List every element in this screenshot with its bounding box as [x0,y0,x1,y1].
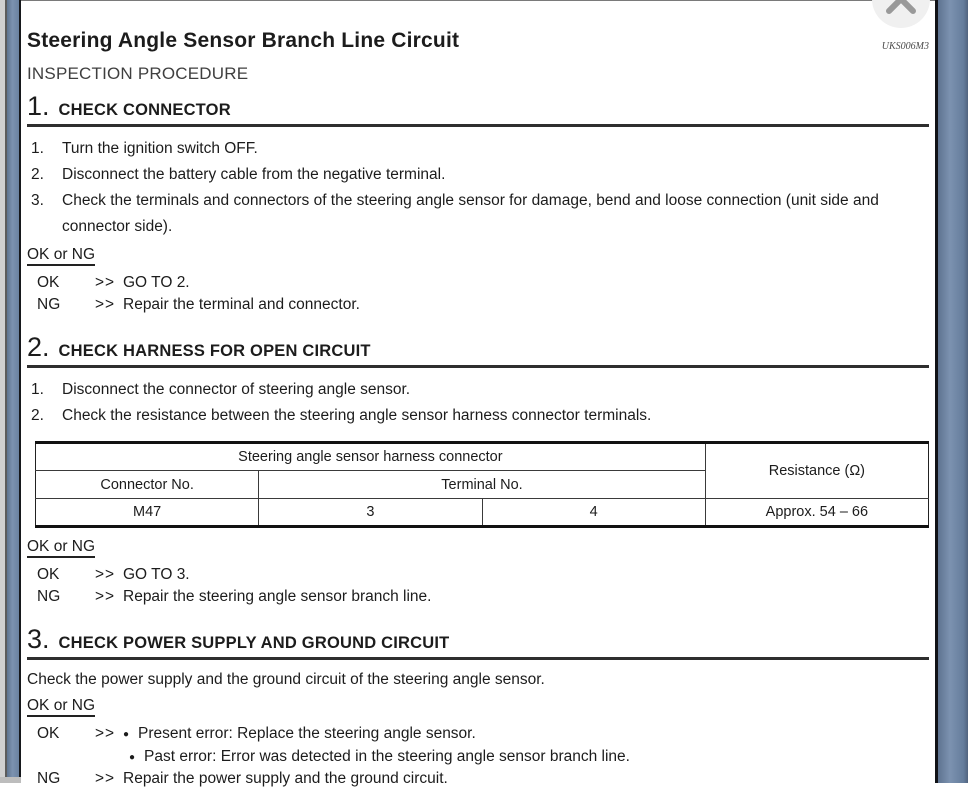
section-1-steps [31,136,929,240]
section-title: CHECK CONNECTOR [58,101,231,119]
step-item: 1. Disconnect the connector of steering angle sensor. [31,381,411,398]
result-bullet-text: Present error: Replace the steering angle sensor. [138,725,476,742]
left-blue-rail [7,0,19,777]
bottom-left-corner [0,777,21,783]
chevron: >> [95,587,116,605]
section-2-results [37,564,929,607]
section-title: CHECK POWER SUPPLY AND GROUND CIRCUIT [58,634,450,652]
result-row-ng: NG >> Repair the power supply and the ground circuit. [37,768,929,790]
bullet-icon: ● [129,751,136,763]
section-3-results [37,723,929,790]
ok-or-ng-label: OK or NG [27,537,95,558]
section-number: 3. [27,624,50,654]
chevron: >> [95,770,116,787]
cell-connector: M47 [36,499,259,527]
result-row-ok-cont [37,746,929,769]
section-3-lead: Check the power supply and the ground circuit of the steering angle sensor. [27,671,545,688]
table-row [36,443,929,471]
section-number: 2. [27,332,50,362]
table-resistance-header: Resistance (Ω) [705,443,928,499]
close-x-icon [884,0,918,16]
table-row [36,499,929,527]
section-number: 1. [27,91,50,121]
ok-or-ng-label: OK or NG [27,696,95,717]
page-title: Steering Angle Sensor Branch Line Circuit [27,29,460,52]
result-row-ok: OK >> ● Present error: Replace the steering angle sensor. [37,723,929,746]
section-rule [27,365,929,368]
inspection-procedure-label: INSPECTION PROCEDURE [27,64,249,83]
cell-resistance: Approx. 54 – 66 [705,499,928,527]
doc-code: UKS006M3 [881,41,929,52]
step-item: 2. Disconnect the battery cable from the negative terminal. [31,166,446,183]
chevron: >> [95,725,116,742]
section-title: CHECK HARNESS FOR OPEN CIRCUIT [58,342,371,360]
step-item: 3. Check the terminals and connectors of the steering angle sensor for damage, bend and loose connection (unit side and connector side). [31,192,879,235]
section-2-steps [31,377,929,429]
section-1-results [37,272,929,315]
section-1-heading [27,91,929,121]
cell-terminal-b: 4 [482,499,705,527]
chevron: >> [95,566,116,583]
result-row-ng: NG >> Repair the steering angle sensor branch line. [37,586,929,608]
chevron: >> [95,295,116,313]
right-blue-rail [938,0,968,783]
resistance-spec-table [35,441,929,528]
step-item: 2. Check the resistance between the steering angle sensor harness connector terminals. [31,407,652,424]
chevron: >> [95,274,116,291]
table-group-header: Steering angle sensor harness connector [36,443,706,471]
section-rule [27,124,929,127]
section-rule [27,657,929,660]
cell-terminal-a: 3 [259,499,482,527]
section-2-heading [27,332,929,362]
table-connector-header: Connector No. [36,471,259,499]
ok-or-ng-label: OK or NG [27,245,95,266]
title-row [27,28,929,54]
table-terminal-header: Terminal No. [259,471,706,499]
document-page [21,0,935,787]
result-row-ok: OK >> GO TO 3. [37,564,929,586]
section-3-heading [27,624,929,654]
result-row-ok: OK >> GO TO 2. [37,272,929,294]
step-item: 1. Turn the ignition switch OFF. [31,140,258,157]
bullet-icon: ● [123,729,130,740]
result-bullet-text: Past error: Error was detected in the steering angle sensor branch line. [144,747,630,765]
result-row-ng: NG >> Repair the terminal and connector. [37,294,929,316]
